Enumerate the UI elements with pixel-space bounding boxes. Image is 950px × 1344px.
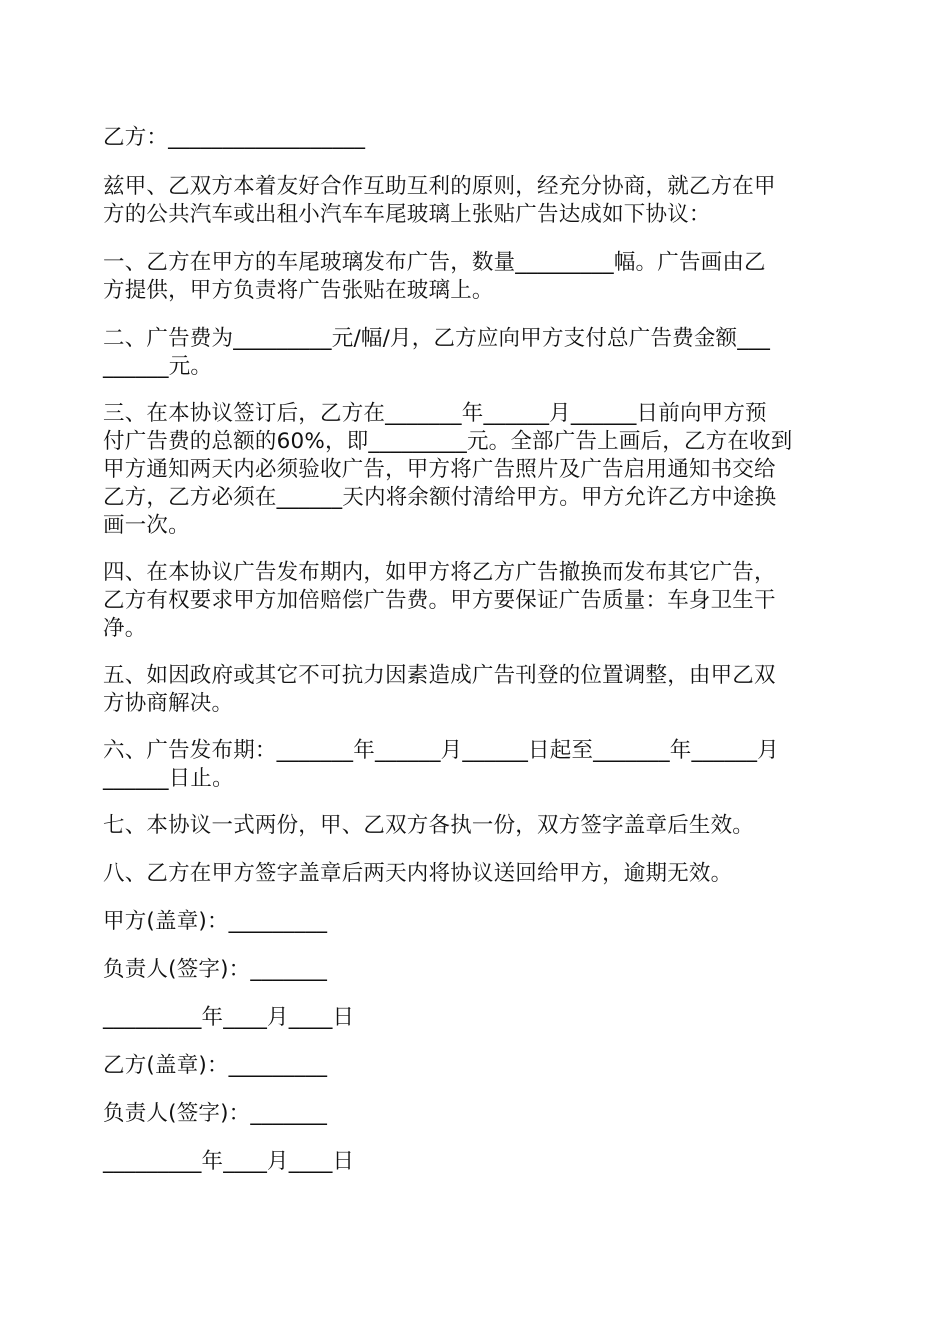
clause-2-line-1: 二、广告费为_________元/幅/月，乙方应向甲方支付总广告费金额___: [103, 326, 771, 351]
clause-1-line-2: 方提供，甲方负责将广告张贴在玻璃上。: [103, 278, 494, 303]
clause-1-line-1: 一、乙方在甲方的车尾玻璃发布广告，数量_________幅。广告画由乙: [103, 250, 766, 275]
party-a-seal-line: 甲方(盖章)：_________: [103, 909, 328, 934]
clause-6-line-2: ______日止。: [103, 766, 234, 791]
preamble-line-2: 方的公共汽车或出租小汽车车尾玻璃上张贴广告达成如下协议：: [103, 202, 711, 227]
clause-4-line-1: 四、在本协议广告发布期内，如甲方将乙方广告撤换而发布其它广告，: [103, 560, 776, 585]
party-b-signature-line: 负责人(签字)：_______: [103, 1101, 328, 1126]
clause-3-line-5: 画一次。: [103, 513, 190, 538]
clause-7-line: 七、本协议一式两份，甲、乙双方各执一份，双方签字盖章后生效。: [103, 813, 755, 838]
preamble-line-1: 兹甲、乙双方本着友好合作互助互利的原则，经充分协商，就乙方在甲: [103, 174, 776, 199]
clause-6-line-1: 六、广告发布期：_______年______月______日起至_______年______月: [103, 738, 779, 763]
clause-3-line-2: 付广告费的总额的60%，即_________元。全部广告上画后，乙方在收到: [103, 429, 793, 454]
clause-4-line-3: 净。: [103, 616, 147, 641]
party-b-date-line: _________年____月____日: [103, 1149, 355, 1174]
clause-5-line-2: 方协商解决。: [103, 691, 234, 716]
clause-3-line-3: 甲方通知两天内必须验收广告，甲方将广告照片及广告启用通知书交给: [103, 457, 776, 482]
clause-8-line: 八、乙方在甲方签字盖章后两天内将协议送回给甲方，逾期无效。: [103, 861, 733, 886]
clause-5-line-1: 五、如因政府或其它不可抗力因素造成广告刊登的位置调整，由甲乙双: [103, 663, 776, 688]
clause-2-line-2: ______元。: [103, 354, 213, 379]
party-b-line: 乙方：__________________: [103, 125, 366, 150]
party-a-signature-line: 负责人(签字)：_______: [103, 957, 328, 982]
clause-3-line-4: 乙方，乙方必须在______天内将余额付清给甲方。甲方允许乙方中途换: [103, 485, 777, 510]
clause-3-line-1: 三、在本协议签订后，乙方在_______年______月______日前向甲方预: [103, 401, 767, 426]
party-a-date-line: _________年____月____日: [103, 1005, 355, 1030]
party-b-seal-line: 乙方(盖章)：_________: [103, 1053, 328, 1078]
clause-4-line-2: 乙方有权要求甲方加倍赔偿广告费。甲方要保证广告质量：车身卫生干: [103, 588, 776, 613]
